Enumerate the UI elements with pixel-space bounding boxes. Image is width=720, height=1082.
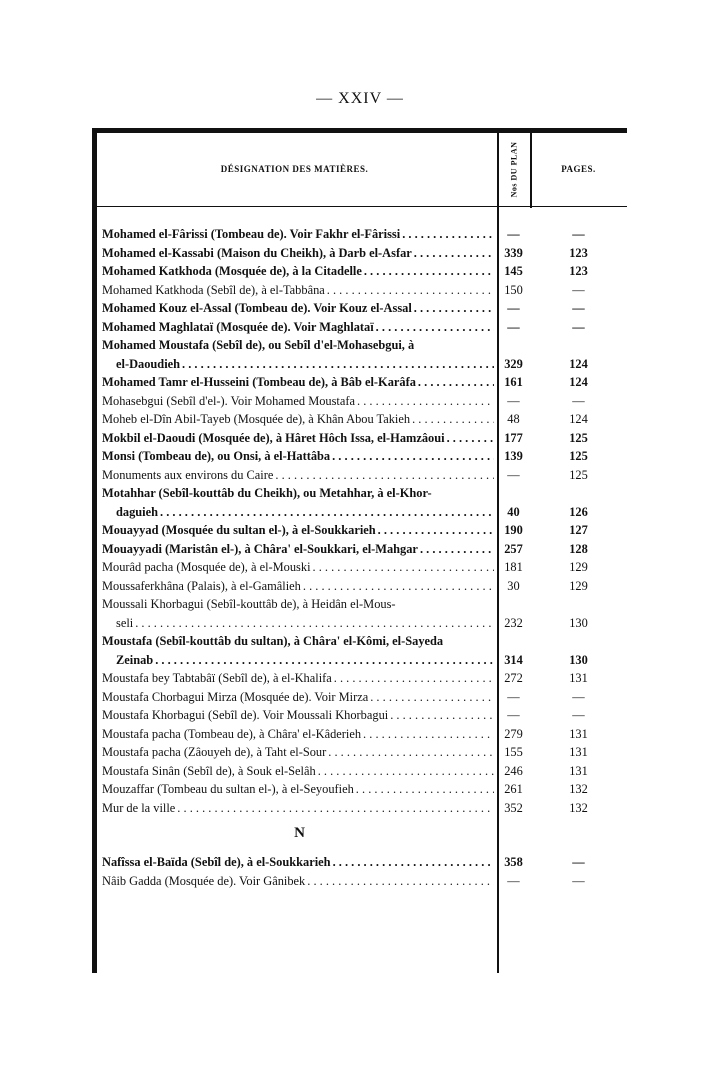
entry-description [102,762,494,781]
table-row [102,318,627,337]
header-plan-label: Nos DU PLAN [509,141,519,197]
entry-text: Moustafa Khorbagui (Sebîl de). Voir Moussali Khorbagui [102,708,389,722]
entry-page-number: — [572,227,585,241]
entry-description [102,484,494,503]
entry-text: Mohamed Katkhoda (Sebîl de), à el-Tabbâna [102,282,325,297]
entry-text: Mohasebgui (Sebîl d'el-). Voir Mohamed Moustafa [102,393,355,408]
entry-text: Mouayyad (Mosquée du sultan el-), à el-Soukkarieh [102,523,376,537]
section-header [102,817,627,853]
entry-page-number: 130 [569,652,588,667]
entry-page-number: — [572,689,585,704]
entry-description [102,725,494,744]
entry-description [102,706,494,725]
table-row [102,799,627,818]
table-row [102,725,627,744]
entry-plan-number: 145 [504,264,523,278]
entry-description [102,780,494,799]
entry-plan-number: 246 [504,763,523,778]
entry-page-number: 126 [569,504,588,519]
entry-page-number: 130 [569,615,588,630]
table-row [102,429,627,448]
entry-plan-number: 261 [504,782,523,796]
entry-plan-number: — [507,467,520,482]
entry-plan-number: 30 [507,578,520,593]
entry-plan-number: 48 [507,412,520,426]
entry-page-number: — [572,393,585,408]
header-plan [497,136,530,202]
entry-description [102,558,494,577]
entry-plan-number: 177 [504,430,523,445]
entry-page-number: 125 [569,430,588,445]
entry-page-number: 125 [569,467,588,482]
table-row [102,706,627,725]
table-row [102,336,627,355]
page-number: — XXIV — [316,90,404,107]
entry-plan-number: — [507,301,520,315]
table-row [102,853,627,872]
entry-description [116,614,494,633]
entry-text: Mohamed Katkhoda (Mosquée de), à la Citadelle [102,264,362,278]
entry-page-number: 123 [569,245,588,260]
header-designation: DÉSIGNATION DES MATIÈRES. [220,164,369,174]
table-row [102,373,627,392]
table-row [102,577,627,596]
entry-text: Moustafa pacha (Tombeau de), à Châra' el-Kâderieh [102,726,362,741]
entry-text: Moheb el-Dîn Abil-Tayeb (Mosquée de), à Khân Abou Takieh [102,412,411,426]
table-row [102,447,627,466]
entry-text: Mourâd pacha (Mosquée de), à el-Mouski [102,560,311,574]
entry-text: el-Daoudieh [116,356,181,371]
entry-text: Mouayyadi (Maristân el-), à Châra' el-Soukkari, el-Mahgar [102,541,418,556]
entry-page-number: 125 [569,449,588,463]
entry-description [102,429,494,448]
table-row [102,540,627,559]
entry-description [102,872,494,891]
entry-text: daguieh [116,504,159,519]
entry-description [116,355,494,374]
entry-text: Mohamed Maghlataï (Mosquée de). Voir Maghlataï [102,319,374,334]
table-body [102,225,627,890]
entry-text: Motahhar (Sebîl-kouttâb du Cheikh), ou Metahhar, à el-Khor- [102,486,432,500]
table-row [102,614,627,633]
entry-text: Nafîssa el-Baïda (Sebîl de), à el-Soukkarieh [102,855,331,869]
entry-text: Zeinab [116,652,154,667]
table-row [102,410,627,429]
table-row [102,355,627,374]
entry-description [102,244,494,263]
entry-text: Mohamed Tamr el-Husseini (Tombeau de), à Bâb el-Karâfa [102,375,416,389]
entry-text: Mohamed el-Fârissi (Tombeau de). Voir Fakhr el-Fârissi [102,227,401,241]
section-letter: N [294,825,305,841]
table-top-rule [92,128,627,133]
entry-plan-number: 314 [504,652,523,667]
entry-text: Moussali Khorbagui (Sebîl-kouttâb de), à Heidân el-Mous- [102,597,396,611]
entry-plan-number: — [507,689,520,704]
entry-description [102,225,494,244]
entry-description [102,521,494,540]
entry-page-number: 131 [569,726,588,741]
entry-plan-number: 279 [504,726,523,741]
table-row [102,872,627,891]
table-row [102,669,627,688]
entry-text: Mur de la ville [102,800,176,815]
table-row [102,281,627,300]
entry-description [102,299,494,318]
entry-text: Nâib Gadda (Mosquée de). Voir Gânibek [102,873,306,888]
entry-page-number: — [572,319,585,334]
entry-page-number: 123 [569,264,588,278]
entry-page-number: — [572,301,585,315]
entry-description [102,595,494,614]
entry-page-number: 129 [569,560,588,574]
entry-page-number: — [572,873,585,888]
entry-page-number: 128 [569,541,588,556]
table-row [102,595,627,614]
entry-description [102,466,494,485]
table-row [102,632,627,651]
entry-page-number: — [572,708,585,722]
entry-text: Monuments aux environs du Caire [102,467,274,482]
table-row [102,225,627,244]
entry-page-number: — [572,855,585,869]
entry-plan-number: — [507,873,520,888]
table-row [102,299,627,318]
entry-plan-number: 40 [507,504,520,519]
entry-description [102,743,494,762]
entry-description [102,318,494,337]
entry-plan-number: 181 [504,560,523,574]
entry-plan-number: 257 [504,541,523,556]
entry-page-number: 124 [569,412,588,426]
table-left-rule [92,128,97,973]
entry-description [102,540,494,559]
entry-description [102,632,494,651]
entry-plan-number: 329 [504,356,523,371]
entry-description [102,336,494,355]
entry-description [102,392,494,411]
table-row [102,521,627,540]
entry-description [116,503,494,522]
table-row [102,743,627,762]
entry-plan-number: — [507,319,520,334]
entry-description [116,651,494,670]
entry-plan-number: 190 [504,523,523,537]
entry-text: Moustafa pacha (Zâouyeh de), à Taht el-Sour [102,745,327,759]
entry-plan-number: 232 [504,615,523,630]
entry-description [102,410,494,429]
entry-page-number: 131 [569,671,588,685]
entry-page-number: 124 [569,356,588,371]
entry-text: Moustafa (Sebîl-kouttâb du sultan), à Châra' el-Kômi, el-Sayeda [102,634,444,648]
entry-text: Moustafa Chorbagui Mirza (Mosquée de). Voir Mirza [102,689,369,704]
entry-page-number: 132 [569,782,588,796]
entry-text: Mokbil el-Daoudi (Mosquée de), à Hâret Hôch Issa, el-Hamzâoui [102,430,445,445]
table-row [102,262,627,281]
entry-plan-number: — [507,393,520,408]
entry-plan-number: 272 [504,671,523,685]
entry-text: Moustafa bey Tabtabâï (Sebîl de), à el-Khalifa [102,671,332,685]
table-row [102,392,627,411]
entry-text: Mouzaffar (Tombeau du sultan el-), à el-Seyoufieh [102,782,354,796]
entry-description [102,799,494,818]
table-row [102,780,627,799]
table-row [102,688,627,707]
entry-page-number: — [572,282,585,297]
entry-plan-number: 352 [504,800,523,815]
entry-plan-number: 358 [504,855,523,869]
entry-page-number: 131 [569,745,588,759]
header-pages: PAGES. [561,164,596,174]
entry-page-number: 127 [569,523,588,537]
table-row [102,558,627,577]
entry-text: Monsi (Tombeau de), ou Onsi, à el-Hattâba [102,449,331,463]
entry-description [102,577,494,596]
entry-plan-number: 161 [504,375,523,389]
entry-page-number: 131 [569,763,588,778]
table-row [102,466,627,485]
table-row [102,244,627,263]
entry-description [102,853,494,872]
entry-text: Mohamed el-Kassabi (Maison du Cheikh), à Darb el-Asfar [102,245,412,260]
entry-text: Moustafa Sinân (Sebîl de), à Souk el-Selâh [102,763,316,778]
entry-page-number: 132 [569,800,588,815]
table-row [102,503,627,522]
entry-plan-number: 139 [504,449,523,463]
table-row [102,762,627,781]
entry-description [102,669,494,688]
entry-description [102,373,494,392]
entry-page-number: 124 [569,375,588,389]
entry-description [102,281,494,300]
entry-description [102,688,494,707]
entry-plan-number: — [507,227,520,241]
entry-page-number: 129 [569,578,588,593]
entry-description [102,447,494,466]
entry-plan-number: 155 [504,745,523,759]
entry-text: Moussaferkhâna (Palais), à el-Gamâlieh [102,578,301,593]
entry-plan-number: 150 [504,282,523,297]
entry-plan-number: — [507,708,520,722]
index-table [92,128,627,973]
entry-plan-number: 339 [504,245,523,260]
table-row [102,651,627,670]
entry-description [102,262,494,281]
entry-text: Mohamed Kouz el-Assal (Tombeau de). Voir Kouz el-Assal [102,301,412,315]
entry-text: Mohamed Moustafa (Sebîl de), ou Sebîl d'el-Mohasebgui, à [102,338,415,352]
table-row [102,484,627,503]
entry-text: seli [116,615,134,630]
table-header-rule [92,206,627,207]
